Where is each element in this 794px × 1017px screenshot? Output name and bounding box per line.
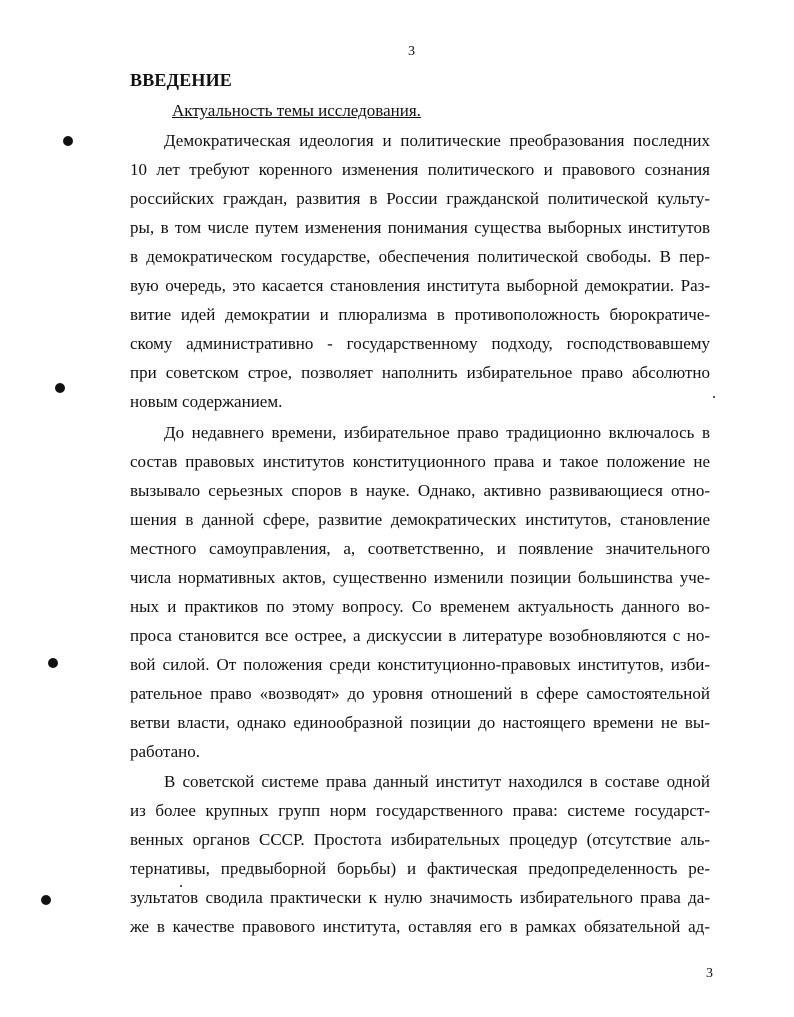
page-number-top: 3 (408, 44, 415, 59)
scan-speck (713, 396, 715, 398)
punch-hole-mark (48, 658, 58, 668)
paragraph-line: витие идей демократии и плюрализма в противоположность бюрократиче- (130, 305, 710, 324)
paragraph-line: Демократическая идеология и политические преобразования последних (164, 131, 710, 150)
paragraph-line: вую очередь, это касается становления института выборной демократии. Раз- (130, 276, 710, 295)
section-subheading: Актуальность темы исследования. (172, 101, 421, 120)
paragraph-line: новым содержанием. (130, 392, 283, 411)
paragraph-line: проса становится все острее, а дискуссии в литературе возобновляются с но- (130, 626, 710, 645)
punch-hole-mark (55, 383, 65, 393)
paragraph-line: российских граждан, развития в России гражданской политической культу- (130, 189, 710, 208)
paragraph-line: В советской системе права данный институт находился в составе одной (164, 772, 710, 791)
page-number-bottom: 3 (706, 966, 713, 981)
paragraph-line: ных и практиков по этому вопросу. Со временем актуальность данного во- (130, 597, 710, 616)
punch-hole-mark (63, 136, 73, 146)
paragraph-line: зультатов сводила практически к нулю значимость избирательного права да- (130, 888, 710, 907)
paragraph-line: скому административно - государственному подходу, господствовавшему (130, 334, 710, 353)
paragraph-line: вой силой. От положения среди конституционно-правовых институтов, изби- (130, 655, 710, 674)
punch-hole-mark (41, 895, 51, 905)
paragraph-line: ры, в том числе путем изменения понимания существа выборных институтов (130, 218, 710, 237)
paragraph-line: шения в данной сфере, развитие демократических институтов, становление (130, 510, 710, 529)
paragraph-line: же в качестве правового института, оставляя его в рамках обязательной ад- (130, 917, 710, 936)
paragraph-line: тернативы, предвыборной борьбы) и фактическая предопределенность ре- (130, 859, 710, 878)
paragraph-line: венных органов СССР. Простота избирательных процедур (отсутствие аль- (130, 830, 710, 849)
paragraph-line: из более крупных групп норм государственного права: системе государст- (130, 801, 710, 820)
paragraph-line: ветви власти, однако единообразной позиции до настоящего времени не вы- (130, 713, 710, 732)
paragraph-line: вызывало серьезных споров в науке. Однако, активно развивающиеся отно- (130, 481, 710, 500)
scan-speck (180, 885, 182, 887)
paragraph-line: числа нормативных актов, существенно изменили позиции большинства уче- (130, 568, 710, 587)
paragraph-line: местного самоуправления, а, соответственно, и появление значительного (130, 539, 710, 558)
paragraph-line: 10 лет требуют коренного изменения политического и правового сознания (130, 160, 710, 179)
paragraph-line: рательное право «возводят» до уровня отношений в сфере самостоятельной (130, 684, 710, 703)
paragraph-line: состав правовых институтов конституционного права и такое положение не (130, 452, 710, 471)
paragraph-line: До недавнего времени, избирательное право традиционно включалось в (164, 423, 710, 442)
paragraph-line: в демократическом государстве, обеспечения политической свободы. В пер- (130, 247, 710, 266)
section-heading: ВВЕДЕНИЕ (130, 70, 233, 90)
paragraph-line: при советском строе, позволяет наполнить избирательное право абсолютно (130, 363, 710, 382)
paragraph-line: работано. (130, 742, 201, 761)
